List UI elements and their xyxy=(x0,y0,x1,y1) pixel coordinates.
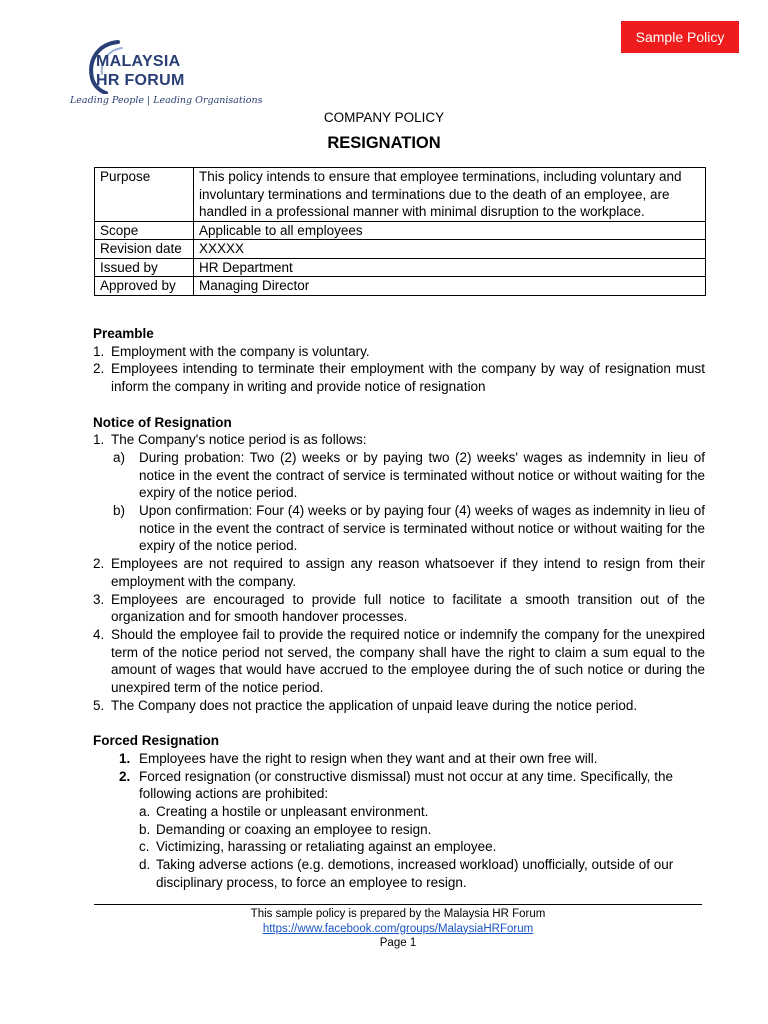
table-row xyxy=(95,258,706,277)
table-cell-value: XXXXX xyxy=(194,240,706,259)
list-subitem: c. Victimizing, harassing or retaliating against an employee. xyxy=(139,839,497,855)
list-subitem: b. Demanding or coaxing an employee to resign. xyxy=(139,821,432,837)
forced-heading: Forced Resignation xyxy=(93,733,220,749)
notice-heading: Notice of Resignation xyxy=(93,414,232,430)
footer-divider xyxy=(94,904,702,905)
table-row xyxy=(95,240,706,259)
document-title: RESIGNATION xyxy=(327,134,441,152)
list-item: 1. Employees have the right to resign when they want and at their own free will. xyxy=(119,750,598,766)
list-item: 2. Employees intending to terminate their employment with the company by way of resignation must inform the company in writing and provide notice of resignation xyxy=(93,361,705,395)
list-item: 2. Forced resignation (or constructive dismissal) must not occur at any time. Specifically, the following actions are prohibited: xyxy=(119,768,673,802)
list-item: 1. Employment with the company is voluntary. xyxy=(93,343,370,359)
policy-body xyxy=(93,325,705,891)
table-row xyxy=(95,277,706,296)
table-cell-label: Approved by xyxy=(95,277,194,296)
page-footer xyxy=(94,904,702,951)
policy-info-table xyxy=(94,167,706,296)
table-cell-value: Managing Director xyxy=(194,277,706,296)
preamble-heading: Preamble xyxy=(93,326,154,341)
table-cell-value: Applicable to all employees xyxy=(194,221,706,240)
list-subitem: b) Upon confirmation: Four (4) weeks or by paying four (4) weeks of wages as indemnity in lieu of notice in the event the contract of service is terminated without notice or without waiting for the expiry of the notice period. xyxy=(113,503,705,554)
table-cell-label: Revision date xyxy=(95,240,194,259)
table-row xyxy=(95,221,706,240)
list-subitem: a) During probation: Two (2) weeks or by paying two (2) weeks' wages as indemnity in lieu of notice in the event the contract of service is terminated without notice or without waiting for the expiry of the notice period. xyxy=(113,449,705,501)
malaysia-hr-forum-logo xyxy=(70,38,263,114)
table-cell-label: Purpose xyxy=(95,168,194,222)
facebook-group-link[interactable]: https://www.facebook.com/groups/MalaysiaHRForum xyxy=(262,922,534,935)
company-policy-label: COMPANY POLICY xyxy=(323,110,445,125)
list-subitem: a. Creating a hostile or unpleasant environment. xyxy=(139,803,429,819)
list-item: 4. Should the employee fail to provide the required notice or indemnify the company for the unexpired term of the notice period not served, the company shall have the right to claim a sum equal to the amount of wages that would have accrued to the employee during the of such notice or during the unexpired term of the notice period. xyxy=(93,626,705,696)
list-item: 2. Employees are not required to assign any reason whatsoever if they intend to resign from their employment with the company. xyxy=(93,556,705,589)
table-row xyxy=(95,168,706,222)
footer-note: This sample policy is prepared by the Malaysia HR Forum xyxy=(250,908,546,920)
list-item: 3. Employees are encouraged to provide full notice to facilitate a smooth transition out of the organization and for smooth handover processes. xyxy=(93,591,705,625)
list-item: 5. The Company does not practice the application of unpaid leave during the notice period. xyxy=(93,697,638,713)
list-item: 1. The Company's notice period is as follows: xyxy=(93,432,367,448)
page-number: Page 1 xyxy=(379,937,417,949)
list-subitem: d. Taking adverse actions (e.g. demotions, increased workload) unofficially, outside of our disciplinary process, to force an employee to resign. xyxy=(139,857,674,890)
table-cell-value: HR Department xyxy=(194,258,706,277)
table-cell-label: Scope xyxy=(95,221,194,240)
sample-policy-badge: Sample Policy xyxy=(621,21,739,53)
logo-wordmark: MALAYSIA HR FORUM xyxy=(96,53,185,89)
table-cell-value: This policy intends to ensure that employee terminations, including voluntary and involuntary terminations and terminations due to the death of an employee, are handled in a professional manner with minimal disruption to the workplace. xyxy=(194,168,706,222)
table-cell-label: Issued by xyxy=(95,258,194,277)
logo-tagline: Leading People | Leading Organisations xyxy=(70,95,263,106)
